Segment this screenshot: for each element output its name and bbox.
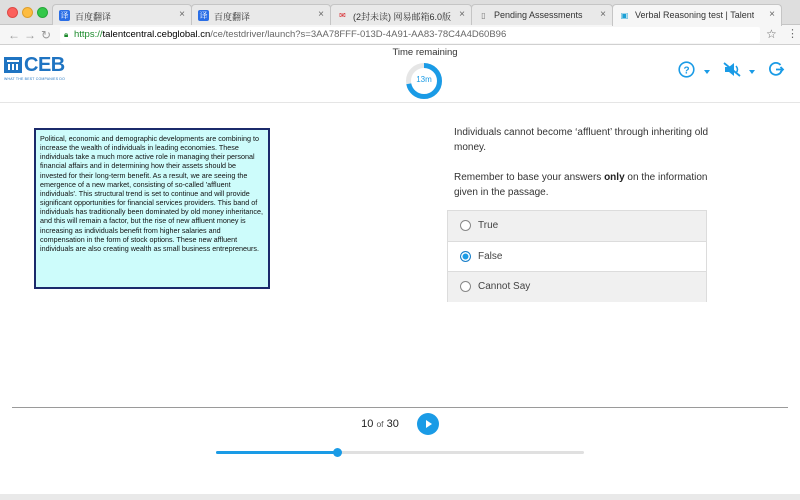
option-label: Cannot Say — [478, 281, 531, 292]
tab-title: 百度翻译 — [75, 12, 112, 22]
close-tab-icon[interactable]: × — [179, 9, 185, 20]
radio-button-selected[interactable] — [460, 251, 471, 262]
sound-chevron-down-icon[interactable] — [749, 70, 755, 74]
address-bar[interactable] — [60, 27, 760, 43]
reload-icon[interactable]: ↻ — [41, 28, 52, 42]
help-icon[interactable] — [678, 61, 695, 78]
radio-button[interactable] — [460, 281, 471, 292]
close-window-button[interactable] — [7, 7, 18, 18]
close-tab-icon[interactable]: × — [459, 9, 465, 20]
url-scheme: https:// — [74, 29, 103, 40]
help-chevron-down-icon[interactable] — [704, 70, 710, 74]
ceb-logo — [4, 54, 66, 81]
url-path: /ce/testdriver/launch?s=3AA78FFF-013D-4A91-AA83-78C4A4D60B96 — [210, 29, 507, 40]
minimize-window-button[interactable] — [22, 7, 33, 18]
svg-text:?: ? — [683, 65, 690, 77]
bookmark-star-icon[interactable]: ☆ — [766, 27, 777, 41]
close-tab-icon[interactable]: × — [318, 9, 324, 20]
play-arrow-icon — [426, 420, 432, 428]
question-counter — [345, 418, 415, 430]
answer-option-true[interactable] — [448, 211, 706, 241]
browser-menu-icon[interactable]: ⋮ — [787, 28, 798, 40]
footer-divider — [12, 407, 788, 408]
tab-title: (2封未读) 网易邮箱6.0版 — [353, 12, 452, 22]
netease-mail-icon: ✉ — [339, 11, 346, 20]
option-label: True — [478, 220, 499, 231]
answer-option-cannot-say[interactable] — [448, 272, 706, 302]
browser-tab[interactable] — [471, 4, 613, 25]
app-header — [0, 45, 800, 103]
reading-passage: Political, economic and demographic developments are combining to increase the wealth of individuals in leading economies. These individuals take a much more active role in managing their personal financial affairs and in determining how their assets should be invested for their long-term benefit. As a result, we are seeing the emergence of a new market, consisting of so-called 'affluent individuals'. This structural trend is set to continue and will provide significant opportunities for financial services providers. This band of individuals has traditionally been dominated by old money inheritance, and this will remain a factor, but the rise of new affluent money is increasing as individuals benefit from higher salaries and compensation in the form of stock options. These new affluent individuals are also creating wealth as small business entrepreneurs. — [34, 128, 270, 289]
total-questions: 30 — [386, 418, 399, 430]
browser-tab[interactable] — [330, 4, 472, 25]
instruction-part: Remember to base your answers — [454, 172, 605, 183]
question-statement: Individuals cannot become ‘affluent’ through inheriting old money. — [454, 127, 709, 153]
bottom-strip — [0, 494, 800, 500]
counter-of: of — [376, 419, 384, 429]
answer-option-false[interactable] — [448, 241, 706, 272]
timer-label: Time remaining — [392, 47, 458, 58]
answer-options — [447, 210, 707, 302]
option-label: False — [478, 251, 503, 262]
logo-tagline: WHAT THE BEST COMPANIES DO — [4, 77, 66, 81]
tab-title: 百度翻译 — [214, 12, 251, 22]
browser-tab[interactable] — [52, 4, 192, 25]
browser-tab-bar — [0, 0, 800, 25]
browser-toolbar — [0, 25, 800, 45]
ceb-icon: ▣ — [620, 11, 629, 20]
close-tab-icon[interactable]: × — [600, 9, 606, 20]
timer-value: 13m — [416, 75, 432, 84]
sound-off-icon[interactable] — [722, 61, 742, 78]
instruction-text — [454, 170, 724, 200]
radio-button[interactable] — [460, 220, 471, 231]
tab-title: Pending Assessments — [494, 10, 583, 20]
lock-icon: 🔒︎ — [64, 30, 69, 39]
logo-text: CEB — [24, 54, 65, 76]
url-host: talentcentral.cebglobal.cn — [102, 29, 211, 40]
tab-title: Verbal Reasoning test | Talent — [635, 10, 755, 20]
ceb-logo-icon — [4, 57, 22, 73]
forward-arrow-icon[interactable]: → — [24, 28, 36, 42]
progress-thumb[interactable] — [333, 448, 342, 457]
browser-tab[interactable] — [191, 4, 331, 25]
current-question-number: 10 — [361, 418, 374, 430]
baidu-translate-icon: 译 — [199, 11, 208, 20]
instruction-part: on the information given in the passage. — [454, 172, 708, 198]
back-arrow-icon[interactable]: ← — [8, 28, 20, 42]
close-tab-icon[interactable]: × — [769, 9, 775, 20]
progress-fill — [216, 451, 337, 454]
browser-tab-active[interactable] — [612, 4, 782, 26]
progress-track — [216, 451, 584, 454]
maximize-window-button[interactable] — [37, 7, 48, 18]
next-question-button[interactable] — [417, 413, 439, 435]
instruction-emphasis: only — [604, 172, 625, 183]
page-icon: ▯ — [481, 11, 486, 20]
exit-icon[interactable] — [768, 61, 785, 78]
baidu-translate-icon: 译 — [60, 11, 69, 20]
